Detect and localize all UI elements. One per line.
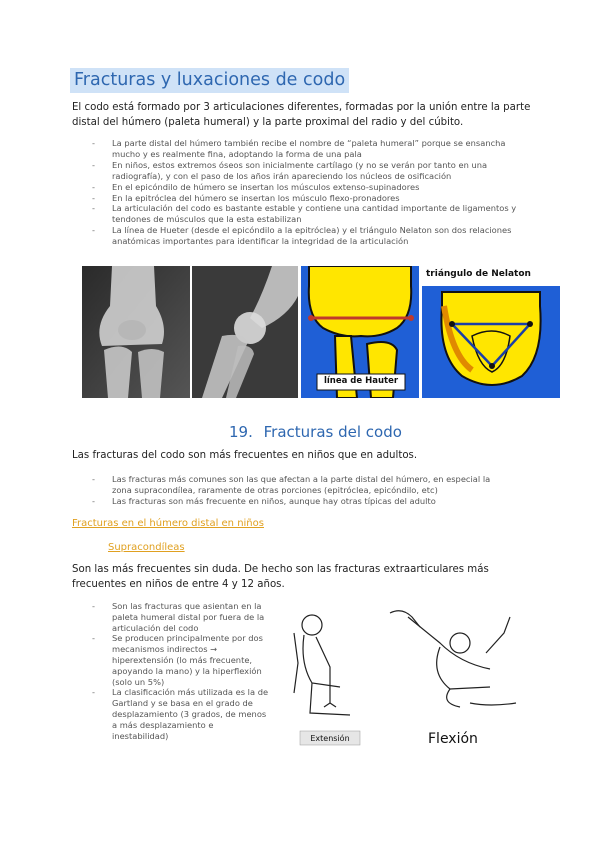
hueter-label: línea de Hauter [323, 376, 399, 386]
paragraph: Las fracturas del codo son más frecuentes en niños que en adultos. [72, 450, 418, 461]
mechanism-figure [290, 603, 520, 753]
list-item: - La clasificación más utilizada es la de Gartland y se basa en el grado de desplazamiento (3 grados, de menos a más desplazamiento e inestabilidad) [92, 687, 272, 741]
list-item: - Son las fracturas que asientan en la paleta humeral distal por fuera de la articulación del codo [92, 601, 272, 633]
list-item: - Las fracturas más comunes son las que afectan a la parte distal del húmero, en especial la zona supracondílea, raramente de otras porciones (epitróclea, epicóndilo, etc) [92, 474, 512, 496]
flexion-label: Flexión [428, 731, 478, 747]
section-heading [229, 423, 402, 441]
nelaton-label: triángulo de Nelaton [426, 269, 531, 279]
elbow-figure [82, 266, 560, 398]
list-item: - En el epicóndilo de húmero se insertan los músculos extenso-supinadores [92, 182, 522, 193]
list-item: - En la epitróclea del húmero se insertan los músculo flexo-pronadores [92, 193, 522, 204]
anatomy-list [92, 138, 522, 247]
list-item: - En niños, estos extremos óseos son inicialmente cartílago (y no se verán por tanto en una radiografía), y con el paso de los años irán apareciendo los núcleos de osificación [92, 160, 522, 182]
subheading-supracondylar: Supracondíleas [108, 542, 185, 553]
paragraph: Son las más frecuentes sin duda. De hecho son las fracturas extraarticulares más frecuentes en niños de entre 4 y 12 años. [72, 564, 489, 590]
supracondylar-list [92, 601, 272, 741]
subheading: Fracturas en el húmero distal en niños [72, 518, 264, 529]
list-item: - Se producen principalmente por dos mecanismos indirectos → hiperextensión (lo más frecuente, apoyando la mano) y la hiperflexión (solo un 5%) [92, 633, 272, 687]
page-title: Fracturas y luxaciones de codo [70, 68, 349, 93]
xray-lateral-image [192, 266, 298, 398]
section-title: Fracturas del codo [263, 423, 402, 441]
list-item: - La parte distal del húmero también recibe el nombre de “paleta humeral” porque se ensancha mucho y es realmente fina, adoptando la forma de una pala [92, 138, 522, 160]
extension-label: Extensión [310, 734, 350, 743]
section-number: 19. [229, 423, 253, 441]
intro-paragraph: El codo está formado por 3 articulaciones diferentes, formadas por la unión entre la parte distal del húmero (paleta humeral) y la parte proximal del radio y del cúbito. [72, 102, 531, 128]
fracture-list [92, 474, 512, 507]
list-item: - La línea de Hueter (desde el epicóndilo a la epitróclea) y el triángulo Nelaton son dos relaciones anatómicas importantes para identificar la integridad de la articulación [92, 225, 522, 247]
xray-ap-image [82, 266, 190, 398]
hueter-line-diagram [301, 266, 419, 398]
list-item: - La articulación del codo es bastante estable y contiene una cantidad importante de ligamentos y tendones de músculos que la esta estabilizan [92, 203, 522, 225]
list-item: - Las fracturas son más frecuente en niños, aunque hay otras típicas del adulto [92, 496, 512, 507]
nelaton-triangle-diagram [422, 266, 560, 398]
